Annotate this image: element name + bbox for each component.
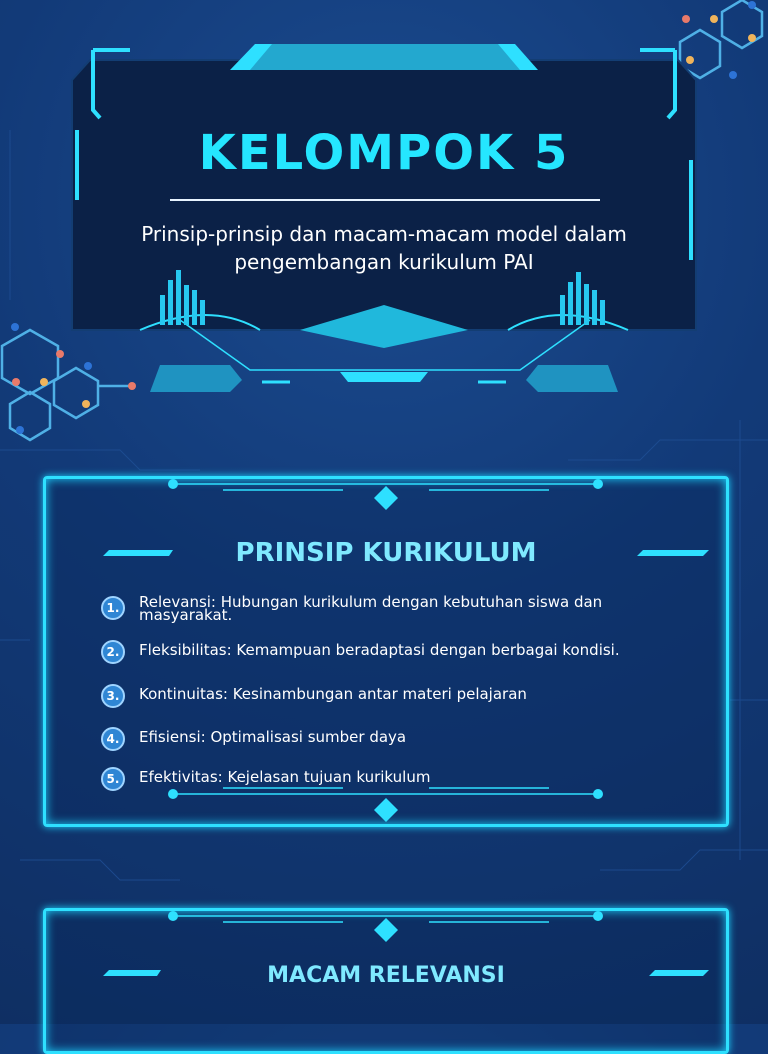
number-badge: 1. xyxy=(101,596,125,620)
page-subtitle: Prinsip-prinsip dan macam-macam model dalam pengembangan kurikulum PAI xyxy=(141,222,627,274)
list-item xyxy=(101,593,659,624)
list-item xyxy=(101,640,659,664)
title-divider xyxy=(170,199,600,201)
list-item-text: Kontinuitas: Kesinambungan antar materi pelajaran xyxy=(139,685,527,703)
list-item-text: Efektivitas: Kejelasan tujuan kurikulum xyxy=(139,768,431,786)
relevance-title: MACAM RELEVANSI xyxy=(267,963,505,988)
header-frame xyxy=(72,44,696,392)
hexagon-decoration-left xyxy=(2,330,132,440)
list-item xyxy=(101,767,659,791)
page-title: KELOMPOK 5 xyxy=(198,125,570,181)
number-badge: 4. xyxy=(101,727,125,751)
list-item-text: Efisiensi: Optimalisasi sumber daya xyxy=(139,728,407,746)
relevance-panel xyxy=(43,908,729,1054)
list-item xyxy=(101,684,659,708)
list-item-text: Relevansi: Hubungan kurikulum dengan kebutuhan siswa dan masyarakat. xyxy=(139,593,603,624)
number-badge: 5. xyxy=(101,767,125,791)
list-item xyxy=(101,727,659,751)
principles-title: PRINSIP KURIKULUM xyxy=(235,538,537,568)
number-badge: 2. xyxy=(101,640,125,664)
number-badge: 3. xyxy=(101,684,125,708)
list-item-text: Fleksibilitas: Kemampuan beradaptasi dengan berbagai kondisi. xyxy=(139,641,620,659)
principles-panel xyxy=(43,476,729,827)
